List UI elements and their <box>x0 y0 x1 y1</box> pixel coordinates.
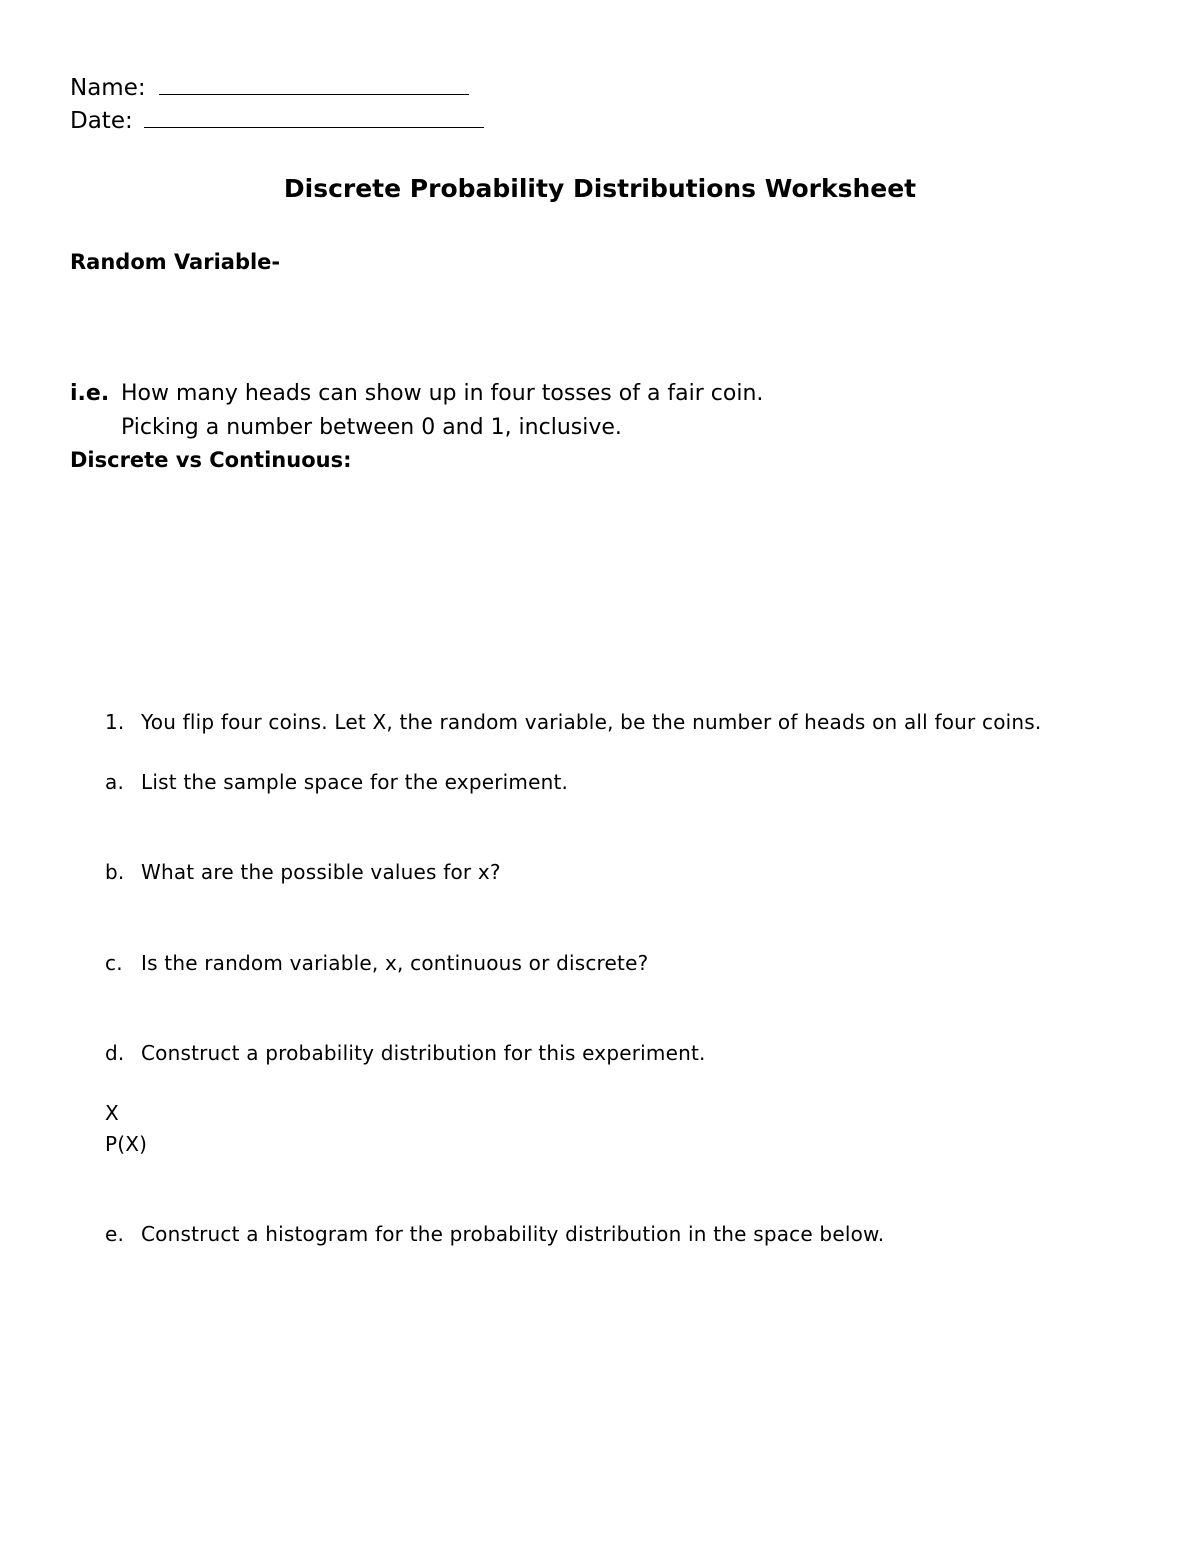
date-line <box>70 107 484 134</box>
example-text-2: Picking a number between 0 and 1, inclusive. <box>121 415 622 440</box>
question-part-d <box>105 1041 706 1065</box>
example-marker: i.e. <box>70 381 110 406</box>
question-part-b <box>105 860 501 884</box>
part-marker: a. <box>105 770 125 794</box>
part-marker: c. <box>105 951 123 975</box>
part-text: What are the possible values for x? <box>141 860 501 884</box>
question-part-c <box>105 951 648 975</box>
part-marker: d. <box>105 1041 125 1065</box>
random-variable-label: Random Variable- <box>70 250 281 274</box>
name-label: Name: <box>70 75 146 101</box>
date-label: Date: <box>70 108 133 134</box>
question-part-a <box>105 770 568 794</box>
part-text: Construct a histogram for the probability distribution in the space below. <box>141 1222 885 1246</box>
example-text-1: How many heads can show up in four tosses of a fair coin. <box>121 381 764 406</box>
part-text: Construct a probability distribution for this experiment. <box>141 1041 706 1065</box>
part-marker: e. <box>105 1222 125 1246</box>
question-text: You flip four coins. Let X, the random variable, be the number of heads on all four coins. <box>141 710 1042 734</box>
page-title: Discrete Probability Distributions Worksheet <box>283 174 917 203</box>
question-part-e <box>105 1222 884 1246</box>
example-line-1 <box>70 381 763 406</box>
name-line <box>70 74 469 101</box>
name-field[interactable] <box>159 74 469 95</box>
discrete-vs-continuous-label: Discrete vs Continuous: <box>70 448 352 472</box>
part-text: Is the random variable, x, continuous or discrete? <box>141 951 649 975</box>
part-marker: b. <box>105 860 125 884</box>
part-text: List the sample space for the experiment. <box>141 770 569 794</box>
question-number: 1. <box>105 710 125 734</box>
date-field[interactable] <box>144 107 484 128</box>
table-label-px: P(X) <box>105 1132 148 1156</box>
question-1 <box>105 710 1041 734</box>
table-label-x: X <box>105 1101 119 1125</box>
